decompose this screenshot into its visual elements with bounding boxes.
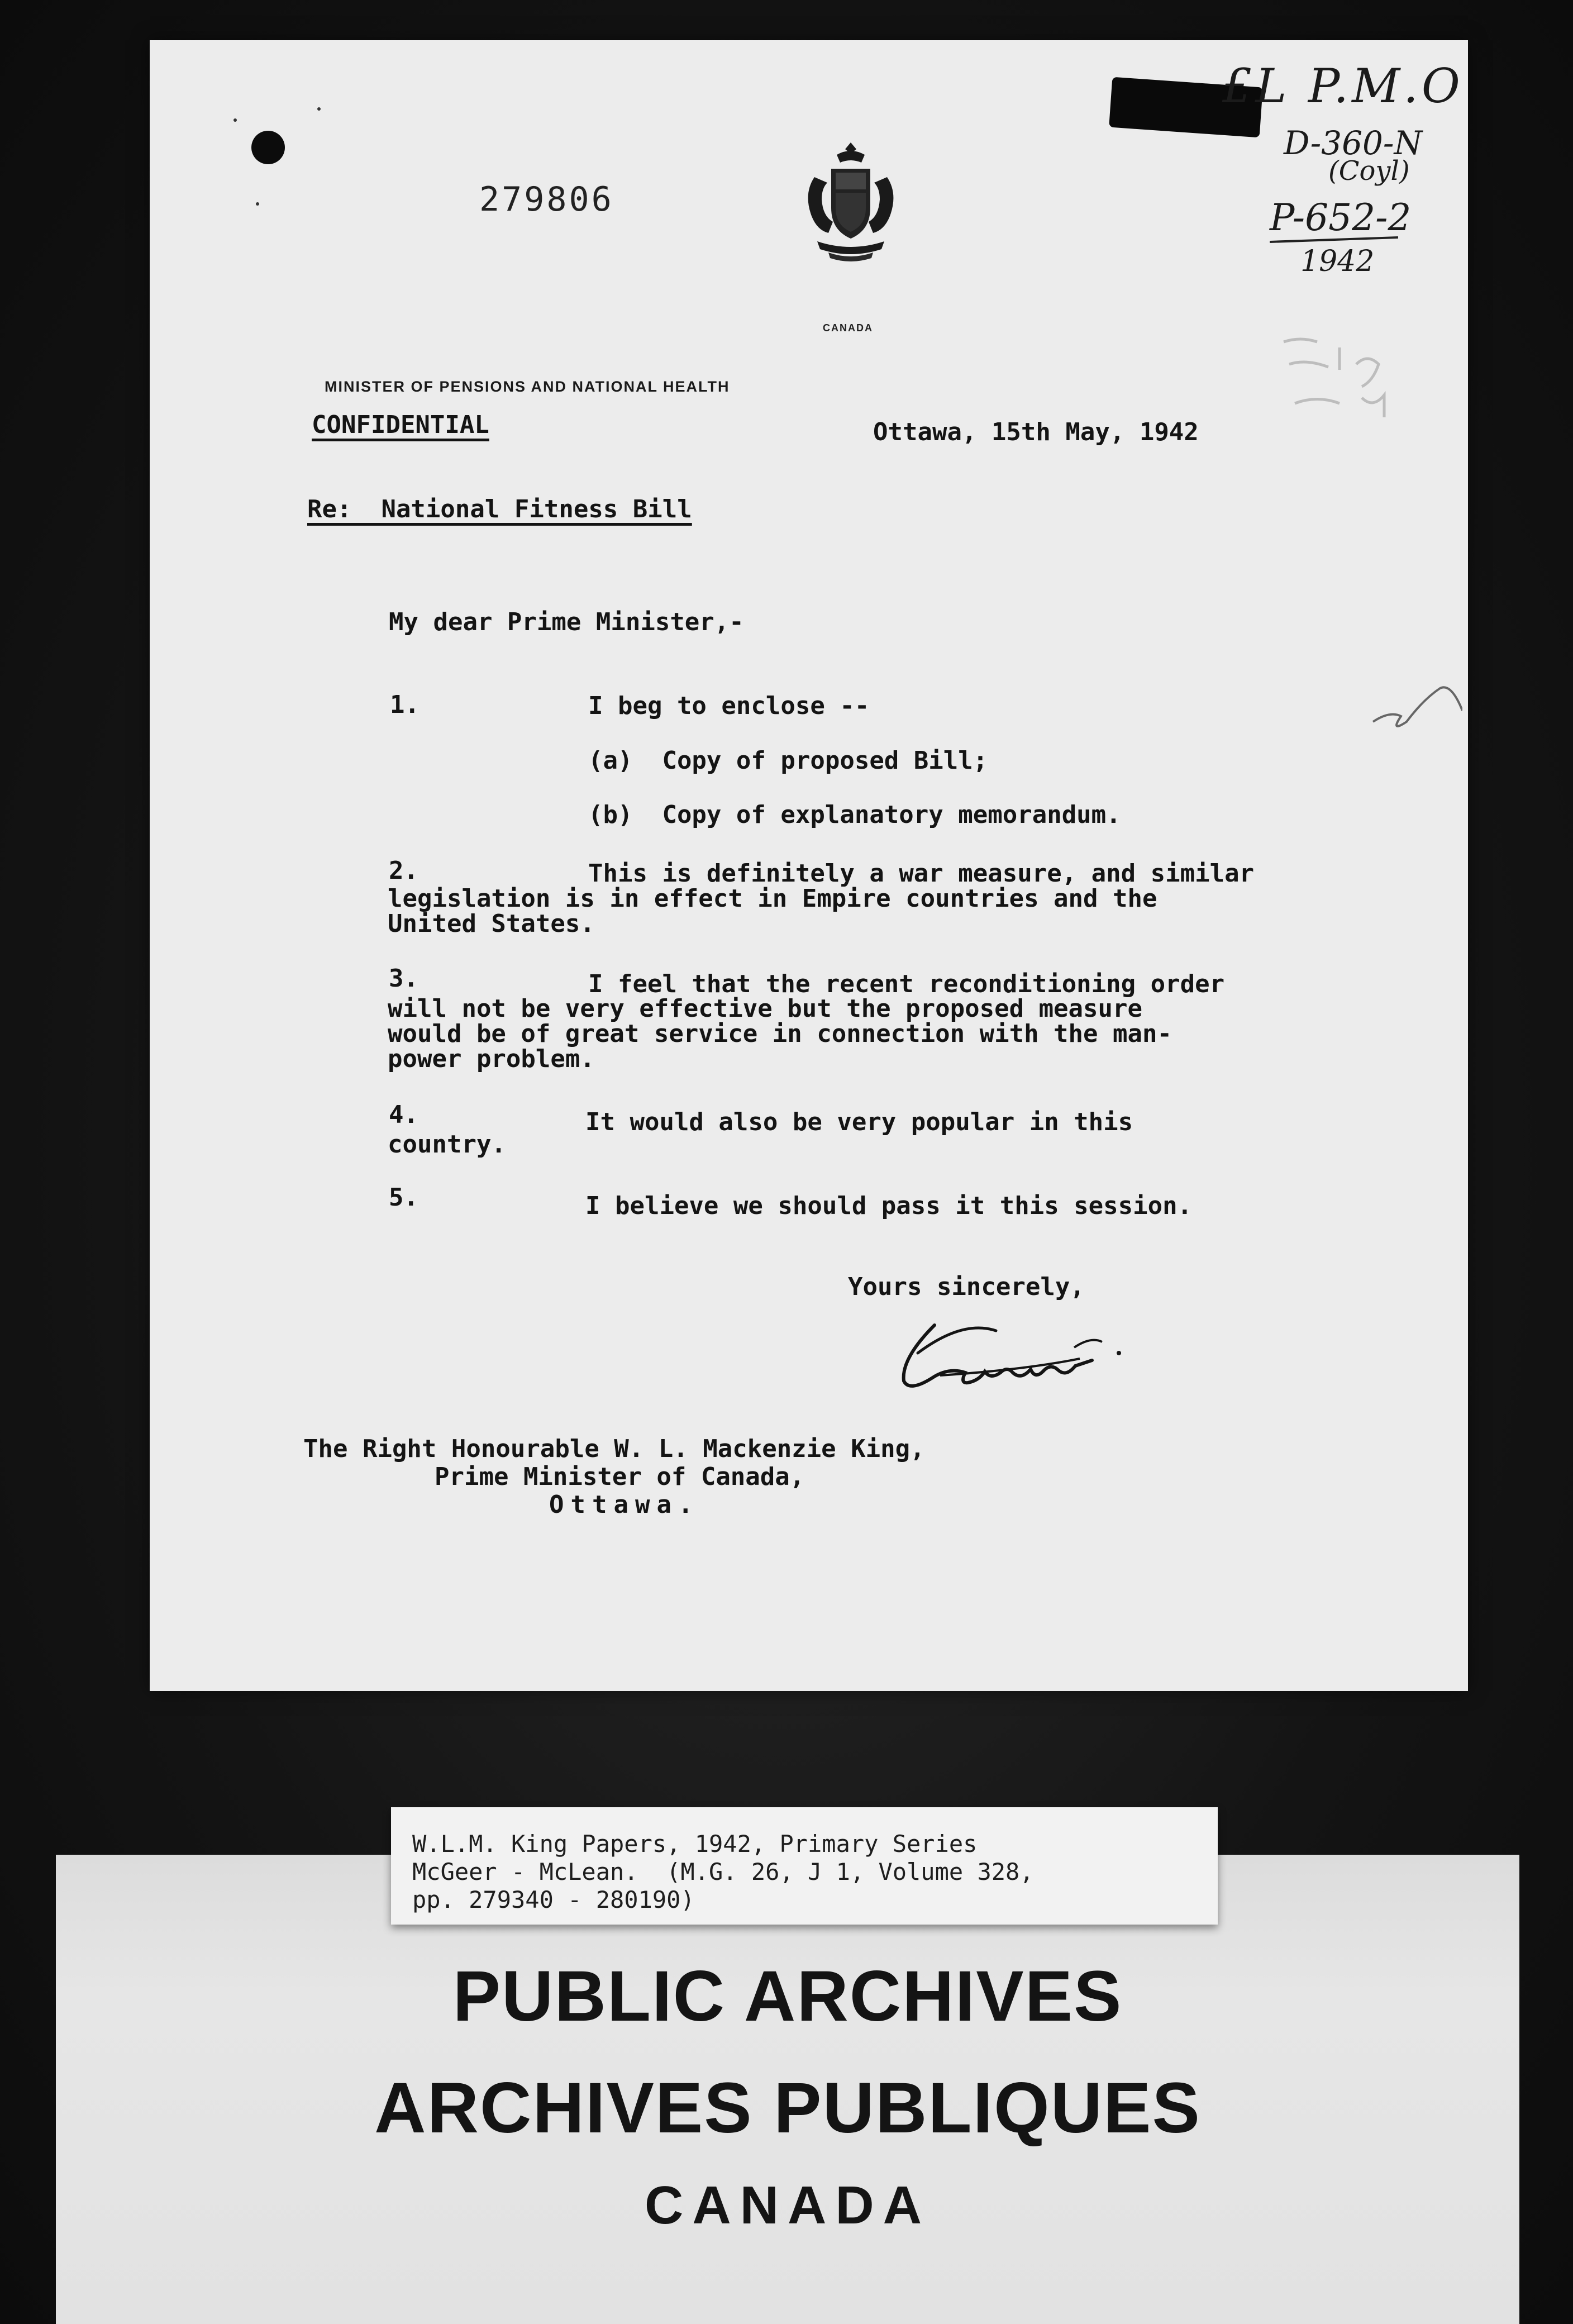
salutation: My dear Prime Minister,- [389, 608, 744, 636]
paragraph-line: This is definitely a war measure, and similar [588, 859, 1255, 888]
pencil-curl-mark [1367, 672, 1462, 744]
paragraph-line: will not be very effective but the proposed measure [388, 994, 1143, 1023]
paragraph-line: (b) Copy of explanatory memorandum. [588, 801, 1121, 829]
punch-hole [251, 131, 285, 164]
paragraph-line: would be of great service in connection with the man- [388, 1020, 1172, 1048]
addressee-line: The Right Honourable W. L. Mackenzie King, [303, 1435, 925, 1463]
archive-stamp-line: PUBLIC ARCHIVES [452, 1956, 1123, 2036]
slip-line: pp. 279340 - 280190) [412, 1886, 695, 1913]
archive-stamp-line: CANADA [645, 2175, 931, 2235]
speck [256, 202, 259, 206]
handwritten-note: £L P.M.O [1222, 59, 1464, 113]
signature [895, 1308, 1141, 1403]
file-number: 279806 [479, 180, 614, 219]
department-header: MINISTER OF PENSIONS AND NATIONAL HEALTH [325, 378, 730, 395]
paragraph-line: I feel that the recent reconditioning order [588, 970, 1225, 998]
paragraph-line: United States. [388, 909, 595, 938]
paragraph-line: power problem. [388, 1045, 595, 1073]
subject-line: Re: National Fitness Bill [307, 495, 692, 523]
paragraph-line: (a) Copy of proposed Bill; [588, 746, 988, 775]
addressee-line: Prime Minister of Canada, [435, 1463, 805, 1491]
speck [233, 118, 237, 122]
paragraph-number: 4. [389, 1101, 418, 1129]
paragraph-line: I believe we should pass it this session. [585, 1192, 1193, 1220]
paragraph-line: country. [388, 1130, 506, 1159]
paragraph-number: 5. [389, 1183, 418, 1212]
archive-stamp-line: ARCHIVES PUBLIQUES [374, 2068, 1201, 2148]
crest-label: CANADA [823, 322, 873, 334]
faint-pencil-marks [1278, 331, 1401, 442]
paragraph-line: I beg to enclose -- [588, 692, 870, 720]
reference-slip [391, 1807, 1218, 1925]
slip-line: McGeer - McLean. (M.G. 26, J 1, Volume 328, [412, 1858, 1034, 1885]
handwritten-note: 1942 [1300, 245, 1375, 278]
paragraph-number: 1. [390, 690, 420, 719]
handwritten-note: (Coyl) [1328, 155, 1410, 187]
confidential-label: CONFIDENTIAL [312, 411, 489, 439]
coat-of-arms-icon [798, 138, 904, 266]
handwritten-note: P-652-2 [1270, 196, 1412, 239]
closing: Yours sincerely, [848, 1273, 1085, 1301]
date-line: Ottawa, 15th May, 1942 [873, 418, 1199, 446]
paragraph-number: 3. [389, 964, 418, 993]
letter-page [150, 40, 1468, 1691]
slip-line: W.L.M. King Papers, 1942, Primary Series [412, 1830, 978, 1858]
handwritten-note: D-360-N [1284, 124, 1423, 162]
paragraph-line: legislation is in effect in Empire countries and the [388, 884, 1157, 913]
addressee-line: Ottawa. [549, 1490, 700, 1519]
paragraph-line: It would also be very popular in this [585, 1108, 1133, 1136]
speck [317, 107, 321, 111]
paragraph-number: 2. [389, 856, 418, 885]
